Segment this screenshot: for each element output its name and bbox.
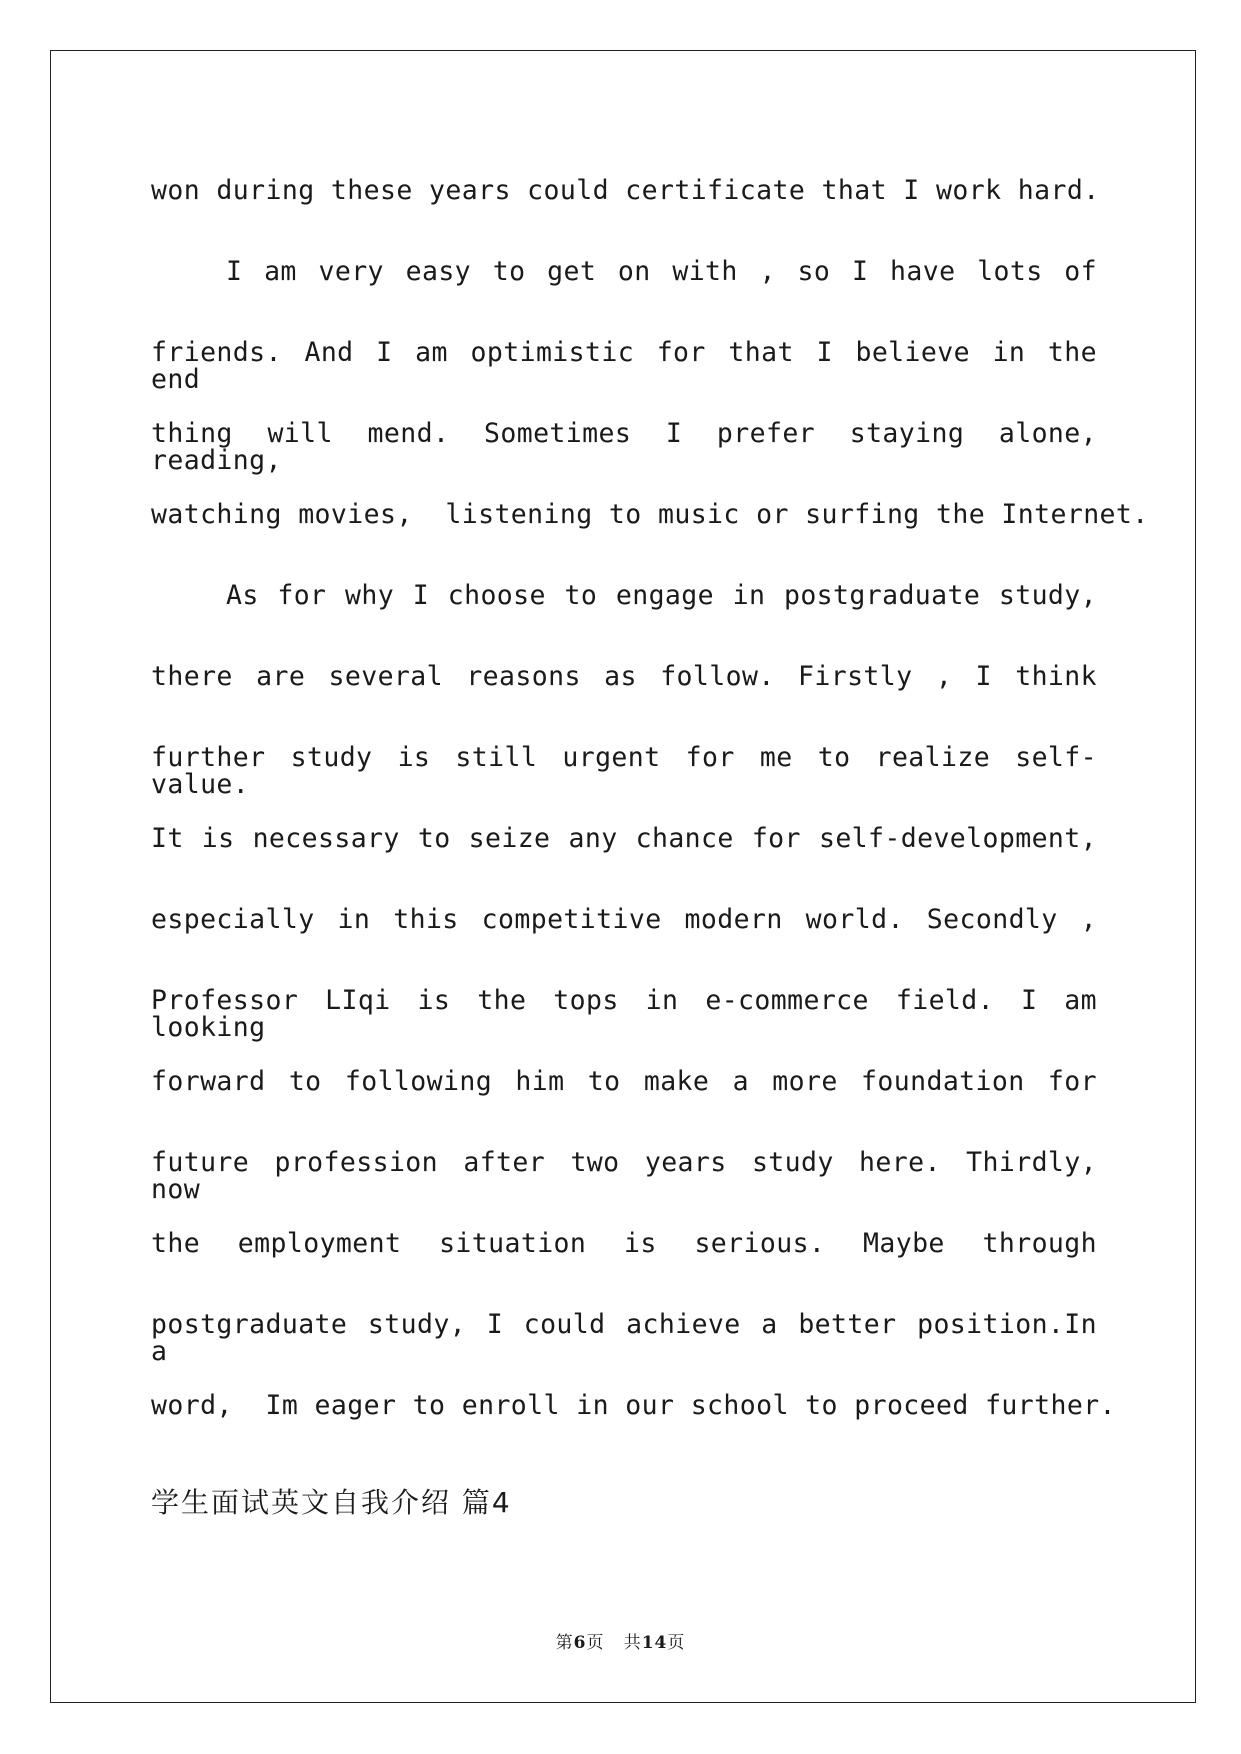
- body-line: there are several reasons as follow. Firstly , I think: [151, 661, 1097, 692]
- footer-prefix: 第: [555, 1633, 574, 1653]
- body-line: It is necessary to seize any chance for self-development,: [151, 823, 1097, 854]
- body-line: postgraduate study, I could achieve a better position.In a: [151, 1309, 1097, 1367]
- body-line: forward to following him to make a more foundation for: [151, 1066, 1097, 1097]
- body-line: watching movies, listening to music or surfing the Internet.: [151, 499, 1149, 530]
- section-heading: 学生面试英文自我介绍 篇4: [151, 1486, 512, 1519]
- body-line: thing will mend. Sometimes I prefer staying alone, reading,: [151, 418, 1097, 476]
- page-border: [50, 50, 1196, 1703]
- body-line: friends. And I am optimistic for that I believe in the end: [151, 337, 1097, 395]
- current-page-number: 6: [573, 1633, 587, 1653]
- body-line: especially in this competitive modern world. Secondly ,: [151, 904, 1097, 935]
- body-line: won during these years could certificate that I work hard.: [151, 175, 1100, 206]
- body-line: the employment situation is serious. Maybe through: [151, 1228, 1097, 1259]
- body-line: future profession after two years study here. Thirdly, now: [151, 1147, 1097, 1205]
- body-line: Professor LIqi is the tops in e-commerce field. I am looking: [151, 985, 1097, 1043]
- body-line: As for why I choose to engage in postgraduate study,: [226, 580, 1097, 611]
- body-line: word, Im eager to enroll in our school to proceed further.: [151, 1390, 1116, 1421]
- body-line: I am very easy to get on with , so I have lots of: [226, 256, 1097, 287]
- body-line: further study is still urgent for me to realize self-value.: [151, 742, 1097, 800]
- footer-page-unit: 页: [586, 1633, 605, 1653]
- footer-total-prefix: 共: [623, 1633, 642, 1653]
- page-number-footer: [0, 1628, 1241, 1653]
- footer-total-unit: 页: [667, 1633, 686, 1653]
- total-page-count: 14: [641, 1633, 668, 1653]
